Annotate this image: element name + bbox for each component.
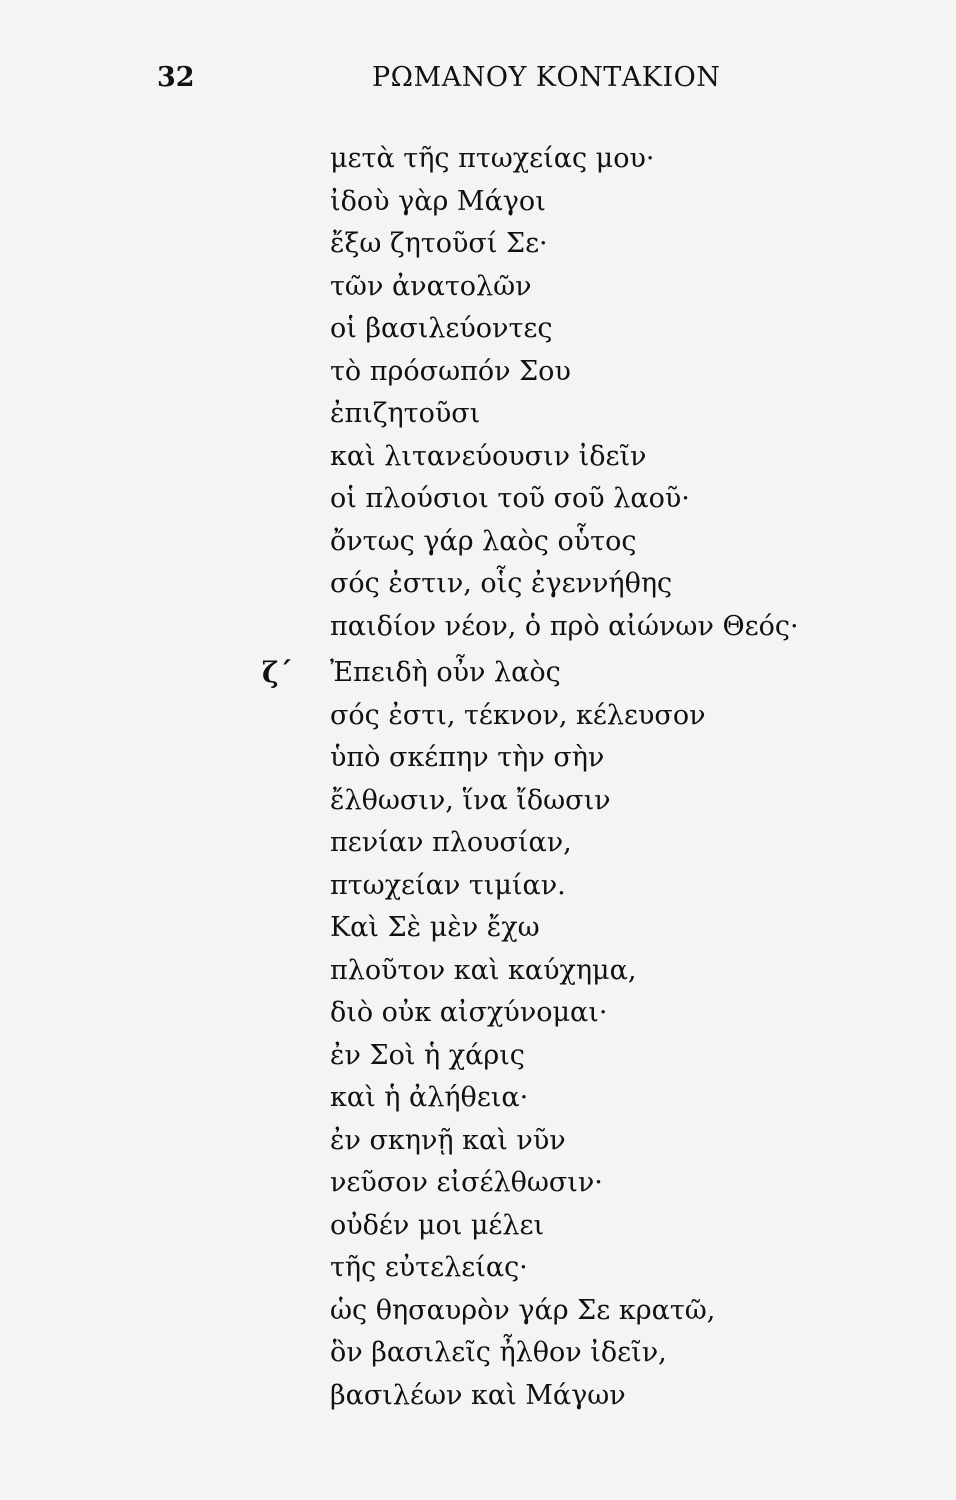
verse-line: ἐπιζητοῦσι bbox=[330, 398, 481, 429]
verse-line: παιδίον νέον, ὁ πρὸ αἰώνων Θεός· bbox=[330, 610, 799, 642]
stanza-number: ζ΄ bbox=[262, 656, 293, 689]
verse-line: Ἐπειδὴ οὖν λαὸς bbox=[330, 657, 561, 688]
verse-line: τῆς εὐτελείας· bbox=[330, 1252, 528, 1283]
verse-line: νεῦσον εἰσέλθωσιν· bbox=[330, 1167, 603, 1198]
verse-line: ἔλθωσιν, ἵνα ἴδωσιν bbox=[330, 784, 611, 816]
verse-line: πλοῦτον καὶ καύχημα, bbox=[330, 954, 637, 986]
verse-line: βασιλέων καὶ Μάγων bbox=[330, 1379, 626, 1411]
verse-line: ἔξω ζητοῦσί Σε· bbox=[330, 228, 548, 259]
stanza-continued bbox=[330, 138, 799, 648]
running-head: ΡΩΜΑΝΟΥ ΚΟΝΤΑΚΙΟΝ bbox=[372, 62, 721, 93]
verse-line: Καὶ Σὲ μὲν ἔχω bbox=[330, 912, 540, 943]
verse-line: οἱ πλούσιοι τοῦ σοῦ λαοῦ· bbox=[330, 483, 690, 514]
verse-line: διὸ οὐκ αἰσχύνομαι· bbox=[330, 997, 608, 1028]
stanza-zeta bbox=[330, 652, 715, 1417]
verse-line: σός ἐστι, τέκνον, κέλευσον bbox=[330, 699, 706, 731]
verse-line: καὶ λιτανεύουσιν ἰδεῖν bbox=[330, 440, 647, 472]
verse-line: μετὰ τῆς πτωχείας μου· bbox=[330, 143, 655, 174]
verse-line: ὡς θησαυρὸν γάρ Σε κρατῶ, bbox=[330, 1294, 716, 1326]
verse-line: πενίαν πλουσίαν, bbox=[330, 827, 572, 858]
verse-line: οὐδέν μοι μέλει bbox=[330, 1209, 545, 1241]
verse-line: οἱ βασιλεύοντες bbox=[330, 313, 553, 344]
verse-line: τὸ πρόσωπόν Σου bbox=[330, 355, 571, 387]
verse-line: ἐν σκηνῇ καὶ νῦν bbox=[330, 1124, 566, 1156]
verse-line: καὶ ἡ ἀλήθεια· bbox=[330, 1082, 529, 1113]
verse-line: ἐν Σοὶ ἡ χάρις bbox=[330, 1039, 525, 1071]
verse-line: σός ἐστιν, οἷς ἐγεννήθης bbox=[330, 568, 673, 599]
verse-line: ἰδοὺ γὰρ Μάγοι bbox=[330, 185, 546, 217]
verse-line: ὑπὸ σκέπην τὴν σὴν bbox=[330, 742, 605, 773]
verse-line: ὃν βασιλεῖς ἦλθον ἰδεῖν, bbox=[330, 1337, 667, 1368]
verse-line: ὄντως γάρ λαὸς οὗτος bbox=[330, 525, 637, 557]
page-number: 32 bbox=[157, 62, 195, 93]
verse-line: πτωχείαν τιμίαν. bbox=[330, 869, 566, 901]
verse-line: τῶν ἀνατολῶν bbox=[330, 270, 532, 302]
